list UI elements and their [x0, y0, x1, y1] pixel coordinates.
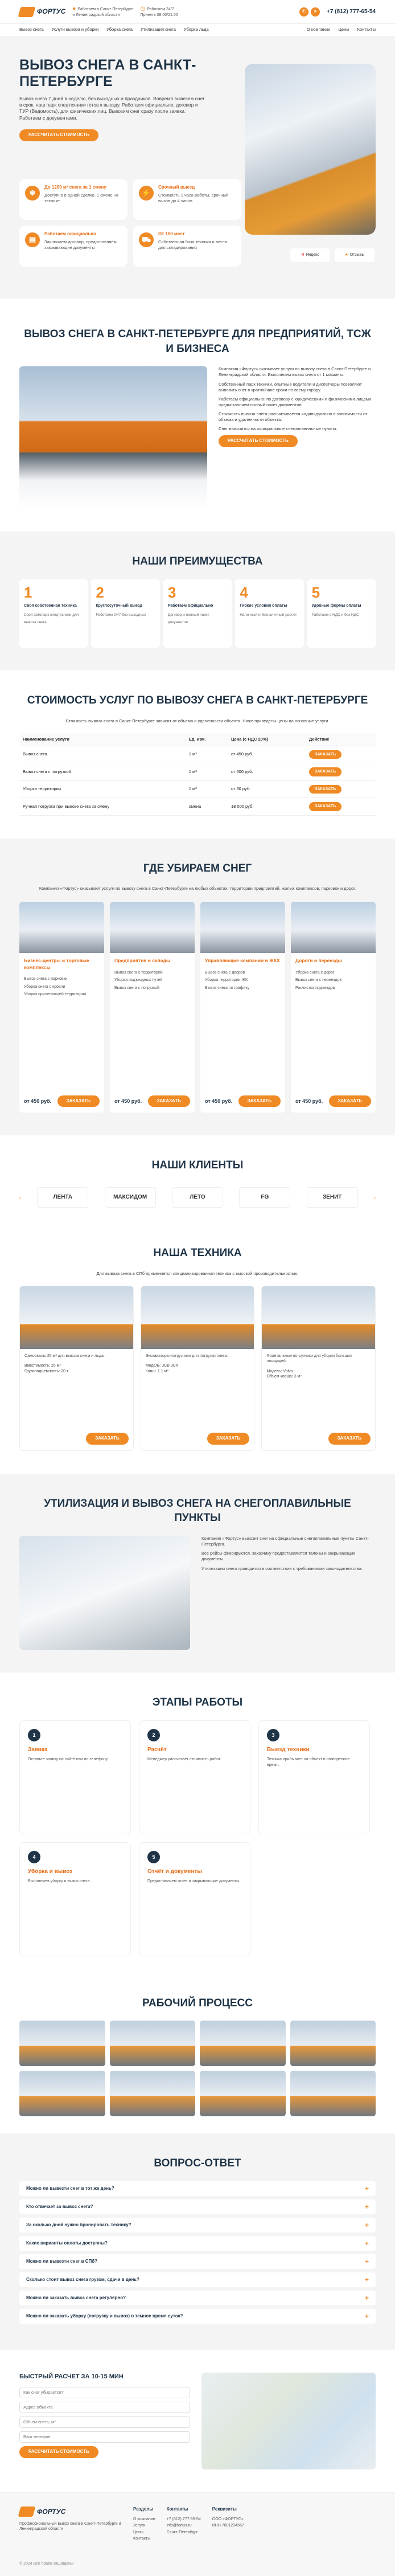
client-logo: ЛЕНТА	[37, 1187, 88, 1208]
hero-title: ВЫВОЗ СНЕГА В САНКТ-ПЕТЕРБУРГЕ	[19, 57, 196, 89]
hero-feature: ⛟ От 150 мест Собственная база техники и места для складирования	[133, 226, 241, 267]
price-table: Наименование услуги Ед. изм. Цена (с НДС 20%) Действие Вывоз снега 1 м³ от 450 руб. ЗАКАЗАТЬ Вывоз снега с погрузкой 1 м³ от 600 руб. ЗАКАЗАТЬ Уборка территории 1 м² от 30 руб. ЗАКАЗАТЬ Ручная погрузка при вывозе снега за смену смена 18 000 руб. ЗАКАЗАТЬ	[19, 733, 376, 816]
nav-item[interactable]: Цены	[338, 27, 349, 32]
advantages-title: НАШИ ПРЕИМУЩЕСТВА	[132, 555, 263, 568]
object-card: Дороги и переезды Уборка снега с дорог Вывоз снега с переездов Расчистка подъездов от 450 руб. ЗАКАЗАТЬ	[291, 902, 376, 1113]
utilization-section	[0, 1474, 395, 1673]
order-button[interactable]: ЗАКАЗАТЬ	[329, 1095, 371, 1107]
calculator-section	[0, 2350, 395, 2492]
about-text: Работаем официально: по договору с юридическими и физическими лицами, предоставляем полный пакет документов.	[219, 396, 373, 407]
util-text: Компания «Фортус» вывозит снег на официальные снегоплавильные пункты Санкт-Петербурга.	[201, 1536, 369, 1547]
about-truck-image	[19, 366, 207, 509]
table-row: Уборка территории 1 м² от 30 руб. ЗАКАЗАТЬ	[19, 780, 376, 798]
equipment-intro: Для вывоза снега в СПб применяется специализированная техника с высокой производительностью.	[96, 1270, 299, 1276]
hero-cta-button[interactable]: РАССЧИТАТЬ СТОИМОСТЬ	[19, 129, 98, 141]
about-text: Стоимость вывоза снега рассчитывается индивидуально в зависимости от объема и удаленности объекта.	[219, 411, 368, 423]
steps-title: ЭТАПЫ РАБОТЫ	[152, 1696, 243, 1709]
faq-item[interactable]: Можно ли вывезти снег в тот же день? +	[19, 2181, 376, 2196]
advantage-item: 5 Удобные формы оплаты Работаем с НДС и без НДС	[307, 579, 376, 648]
nav-item[interactable]: Контакты	[357, 27, 376, 32]
hero-section	[0, 36, 395, 299]
logo-mark-icon	[18, 7, 36, 17]
copyright: © 2024 Все права защищены	[0, 2555, 395, 2575]
snow-icon: ❄	[25, 186, 40, 201]
calc-title: БЫСТРЫЙ РАСЧЕТ ЗА 10-15 МИН	[19, 2373, 124, 2380]
steps-section	[0, 1673, 395, 1979]
advantage-item: 2 Круглосуточный выезд Работаем 24/7 без выходных	[91, 579, 159, 648]
plus-icon: +	[364, 2257, 369, 2266]
calc-form	[19, 2373, 190, 2469]
rating-badge[interactable]: Я Яндекс	[290, 248, 330, 262]
about-text: Собственный парк техники, опытные водители и диспетчеры позволяют вывозить снег в кратчайшие сроки по всему городу.	[219, 381, 362, 392]
plus-icon: +	[364, 2239, 369, 2247]
gallery-image[interactable]	[19, 2021, 105, 2066]
order-button[interactable]: ЗАКАЗАТЬ	[309, 802, 341, 811]
client-logo: ЗЕНИТ	[307, 1187, 358, 1208]
advantages-section	[0, 531, 395, 670]
util-text: Все рейсы фиксируются, заказчику предоставляются талоны и закрывающие документы.	[201, 1551, 356, 1562]
faq-item[interactable]: Можно ли заказать уборку (погрузку и вывоз) в темное время суток? +	[19, 2309, 376, 2324]
pricing-title: СТОИМОСТЬ УСЛУГ ПО ВЫВОЗУ СНЕГА В САНКТ-ПЕТЕРБУРГЕ	[27, 694, 368, 706]
star-icon: ★	[344, 253, 348, 257]
order-button[interactable]: ЗАКАЗАТЬ	[309, 767, 341, 776]
faq-item[interactable]: Можно ли вывезти снег в СПб? +	[19, 2254, 376, 2269]
step-card: 1 Заявка Оставьте заявку на сайте или по телефону.	[19, 1720, 131, 1834]
table-row: Ручная погрузка при вывозе снега за смену смена 18 000 руб. ЗАКАЗАТЬ	[19, 798, 376, 815]
gallery-image[interactable]	[110, 2021, 196, 2066]
table-row: Вывоз снега с погрузкой 1 м³ от 600 руб. ЗАКАЗАТЬ	[19, 763, 376, 780]
plus-icon: +	[364, 2312, 369, 2320]
order-button[interactable]: ЗАКАЗАТЬ	[148, 1095, 190, 1107]
clients-title: НАШИ КЛИЕНТЫ	[151, 1159, 244, 1172]
pricing-intro: Стоимость вывоза снега в Санкт-Петербурге зависит от объема и удаленности объекта. Ниже приведены цены на основные услуги.	[65, 718, 330, 723]
faq-item[interactable]: Какие варианты оплаты доступны? +	[19, 2236, 376, 2251]
object-card: Управляющие компании и ЖКХ Вывоз снега с дворов Уборка территории ЖК Вывоз снега по графику от 450 руб. ЗАКАЗАТЬ	[200, 902, 285, 1113]
about-cta-button[interactable]: РАССЧИТАТЬ СТОИМОСТЬ	[219, 435, 298, 447]
gallery-image[interactable]	[200, 2021, 286, 2066]
logo-text: ФОРТУС	[37, 7, 66, 16]
plus-icon: +	[364, 2184, 369, 2193]
rating-badge[interactable]: ★ Отзывы	[335, 248, 375, 262]
arrow-right-icon[interactable]: ›	[373, 1194, 376, 1200]
snow-melting-image	[19, 1536, 190, 1650]
gallery-image[interactable]	[290, 2021, 376, 2066]
hero-truck-image	[245, 64, 376, 235]
equipment-title: НАША ТЕХНИКА	[153, 1246, 242, 1259]
footer-about: Профессиональный вывоз снега в Санкт-Петербурге и Ленинградской области	[19, 2521, 121, 2532]
nav-item[interactable]: Уборка снега	[106, 27, 133, 32]
equipment-image	[262, 1286, 375, 1349]
nav-item[interactable]: Вывоз снега	[19, 27, 44, 32]
header-hours: ◷ Работаем 24/7 Прием в 08.00/21.00	[140, 6, 178, 18]
truck-icon: ⛟	[139, 232, 154, 247]
header-address: ● Работаем в Санкт-Петербурге и Ленинградской области	[72, 6, 134, 18]
client-logo: ЛЕТО	[172, 1187, 223, 1208]
hero-feature: ❄ До 1200 м³ снега за 1 смену Доступно в одной сделке, 1 смене на технике	[19, 179, 127, 220]
faq-item[interactable]: Можно ли заказать вывоз снега регулярно? +	[19, 2291, 376, 2305]
nav-item[interactable]: О компании	[306, 27, 331, 32]
order-button[interactable]: ЗАКАЗАТЬ	[328, 1433, 371, 1445]
header	[0, 0, 395, 24]
main-nav	[0, 24, 395, 36]
object-card: Бизнес-центры и торговые комплексы Вывоз снега с парковки Уборка снега с кровли Уборка прилегающей территории от 450 руб. ЗАКАЗАТЬ	[19, 902, 104, 1113]
calc-field[interactable]: Ваш телефон	[19, 2431, 190, 2443]
faq-item[interactable]: За сколько дней нужно бронировать технику? +	[19, 2218, 376, 2232]
where-intro: Компания «Фортус» оказывает услуги по вывозу снега в Санкт-Петербурге на любых объектах: территории предприятий, жилых комплексов, парковок и дорог.	[39, 886, 356, 892]
utilization-title: УТИЛИЗАЦИЯ И ВЫВОЗ СНЕГА НА СНЕГОПЛАВИЛЬНЫЕ ПУНКТЫ	[44, 1497, 351, 1524]
order-button[interactable]: ЗАКАЗАТЬ	[207, 1433, 249, 1445]
plus-icon: +	[364, 2202, 369, 2211]
gallery-image[interactable]	[200, 2071, 286, 2116]
equipment-card: Фронтальные погрузчики для уборки больших площадей. Модель: Volvo Объем ковша: 3 м³ ЗАКАЗАТЬ	[261, 1286, 376, 1451]
step-card: 3 Выезд техники Техника прибывает на объект в оговоренное время.	[258, 1720, 370, 1834]
pricing-section	[0, 670, 395, 839]
whatsapp-icon[interactable]: ✆	[299, 7, 308, 17]
nav-item[interactable]: Утилизация снега	[140, 27, 176, 32]
arrow-left-icon[interactable]: ‹	[19, 1194, 21, 1200]
header-phone[interactable]: +7 (812) 777-65-54	[327, 8, 376, 15]
process-section	[0, 1979, 395, 2134]
telegram-icon[interactable]: ➤	[311, 7, 320, 17]
plus-icon: +	[364, 2293, 369, 2302]
object-card: Предприятия и склады Вывоз снега с территорий Уборка подъездных путей Вывоз снега с погрузкой от 450 руб. ЗАКАЗАТЬ	[110, 902, 195, 1113]
order-button[interactable]: ЗАКАЗАТЬ	[86, 1433, 128, 1445]
equipment-image	[141, 1286, 254, 1349]
calc-field[interactable]: Адрес объекта	[19, 2402, 190, 2413]
where-section	[0, 839, 395, 1136]
object-image	[110, 902, 195, 953]
step-card: 5 Отчёт и документы Предоставляем отчет и закрывающие документы.	[139, 1842, 250, 1956]
footer-logo[interactable]: ФОРТУС	[19, 2507, 122, 2517]
map[interactable]	[201, 2373, 376, 2469]
equipment-card: Экскаваторы-погрузчики для погрузки снега. Модель: JCB 3CX Ковш: 1.1 м³ ЗАКАЗАТЬ	[141, 1286, 255, 1451]
advantage-item: 1 Своя собственная техника Свой автопарк спецтехники для вывоза снега	[19, 579, 88, 648]
hero-lead: Вывоз снега 7 дней в неделю, без выходных и праздников. Вовремя вывезем снег в срок, наш парк спецтехники готов к выезду. Работаем официально, договор и ТУР (Ведомость), для физических лиц. Вывозим снег сразу после заявки. Работаем с документами.	[19, 95, 205, 121]
messenger-icons	[299, 7, 320, 17]
about-section	[0, 299, 395, 531]
where-title: ГДЕ УБИРАЕМ СНЕГ	[143, 862, 252, 874]
about-text: Снег вывозится на официальные снегоплавильные пункты.	[219, 426, 338, 432]
footer: ФОРТУС Профессиональный вывоз снега в Санкт-Петербурге и Ленинградской области Разделы О компании Услуги Цены Контакты Контакты +7 (812) 777-65-54 info@fortus.ru Санкт-Петербург Реквизиты ООО «ФОРТУС» ИНН 7801234567	[0, 2492, 395, 2556]
gallery-image[interactable]	[290, 2071, 376, 2116]
calc-field[interactable]: Объем снега, м³	[19, 2416, 190, 2428]
hero-feature: ⚡ Срочный выезд Стоимость 1 часа работы, срочный вызов до 4 часов	[133, 179, 241, 220]
yandex-icon: Я	[301, 253, 305, 257]
order-button[interactable]: ЗАКАЗАТЬ	[57, 1095, 100, 1107]
gallery-image[interactable]	[110, 2071, 196, 2116]
faq-item[interactable]: Кто отвечает за вывоз снега? +	[19, 2199, 376, 2214]
equipment-card: Самосвалы 25 м³ для вывоза снега и льда. Вместимость: 25 м³ Грузоподъемность: 20 т ЗАКАЗАТЬ	[19, 1286, 134, 1451]
step-card: 2 Расчёт Менеджер рассчитает стоимость работ.	[139, 1720, 250, 1834]
advantage-item: 3 Работаем официально Договор и полный пакет документов	[163, 579, 232, 648]
order-button[interactable]: ЗАКАЗАТЬ	[238, 1095, 281, 1107]
calc-field[interactable]: Как снег убирается?	[19, 2387, 190, 2398]
map-pin-icon: ●	[72, 6, 76, 13]
plus-icon: +	[364, 2275, 369, 2284]
order-button[interactable]: ЗАКАЗАТЬ	[309, 750, 341, 759]
step-card: 4 Уборка и вывоз Выполняем уборку и вывоз снега.	[19, 1842, 131, 1956]
object-image	[200, 902, 285, 953]
faq-title: ВОПРОС-ОТВЕТ	[154, 2157, 241, 2170]
process-title: РАБОЧИЙ ПРОЦЕСС	[142, 1997, 253, 2009]
calc-submit-button[interactable]: РАССЧИТАТЬ СТОИМОСТЬ	[19, 2446, 98, 2458]
table-row: Вывоз снега 1 м³ от 450 руб. ЗАКАЗАТЬ	[19, 746, 376, 763]
logo[interactable]	[19, 7, 65, 17]
process-gallery	[19, 2021, 376, 2116]
advantage-item: 4 Гибкие условия оплаты Наличный и безналичный расчет	[235, 579, 303, 648]
client-logo: FG	[239, 1187, 290, 1208]
nav-item[interactable]: Услуги вывоза и уборки	[51, 27, 99, 32]
order-button[interactable]: ЗАКАЗАТЬ	[309, 785, 341, 794]
clients-section	[0, 1135, 395, 1234]
document-icon: ▤	[25, 232, 40, 247]
gallery-image[interactable]	[19, 2071, 105, 2116]
equipment-image	[20, 1286, 133, 1349]
about-title: ВЫВОЗ СНЕГА В САНКТ-ПЕТЕРБУРГЕ ДЛЯ ПРЕДПРИЯТИЙ, ТСЖ И БИЗНЕСА	[24, 328, 371, 355]
hero-feature: ▤ Работаем официально Заключаем договор, предоставляем закрывающие документы	[19, 226, 127, 267]
clock-icon: ◷	[140, 6, 146, 13]
plus-icon: +	[364, 2221, 369, 2229]
client-logo: МАКСИДОМ	[105, 1187, 156, 1208]
object-image	[291, 902, 376, 953]
lightning-icon: ⚡	[139, 186, 154, 201]
faq-section	[0, 2133, 395, 2350]
faq-item[interactable]: Сколько стоит вывоз снега грузом, сдачи в день? +	[19, 2272, 376, 2287]
object-image	[19, 902, 104, 953]
nav-item[interactable]: Уборка льда	[183, 27, 209, 32]
equipment-section	[0, 1234, 395, 1474]
about-text: Компания «Фортус» оказывает услуги по вывозу снега в Санкт-Петербурге и Ленинградской области. Выполняем вывоз снега от 1 машины.	[219, 366, 371, 378]
util-text: Утилизация снега проводится в соответствии с требованиями законодательства.	[201, 1565, 363, 1571]
